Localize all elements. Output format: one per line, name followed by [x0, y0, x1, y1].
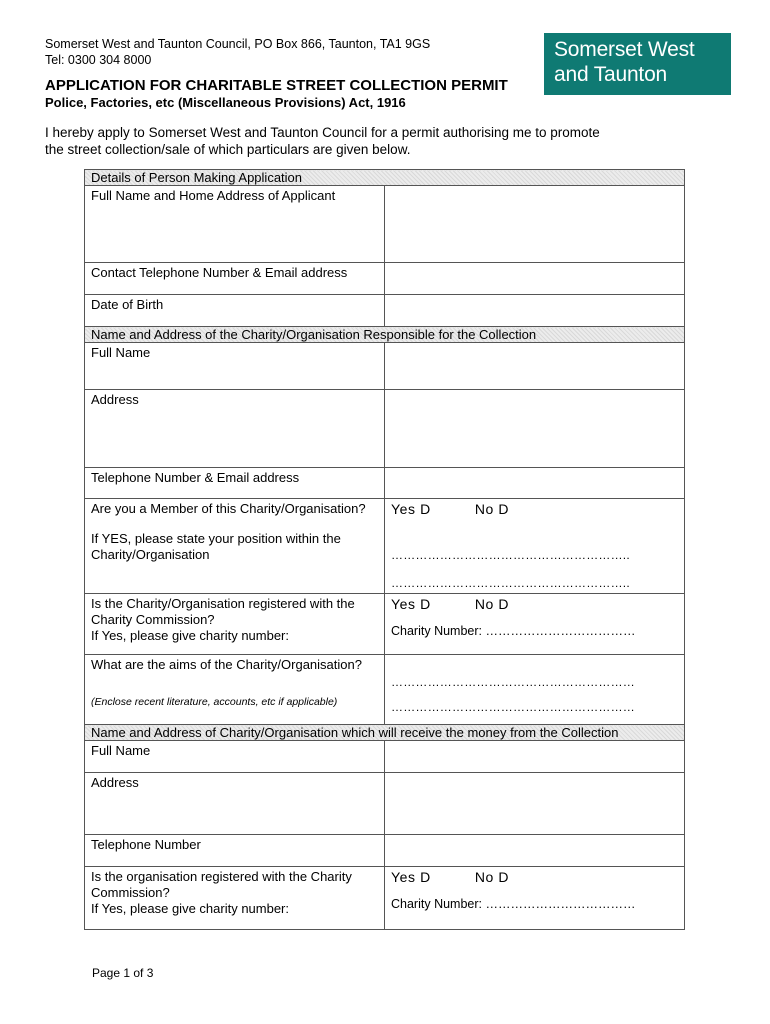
position-field-line-2[interactable]: ………………………………………………….. [391, 576, 630, 590]
contact-label: Contact Telephone Number & Email address [85, 263, 385, 295]
recipient-registered-question: Is the organisation registered with the Charity Commission? [91, 869, 352, 900]
page-number: Page 1 of 3 [92, 966, 154, 980]
enclose-note: (Enclose recent literature, accounts, etc if applicable) [91, 696, 338, 708]
form-row [85, 773, 685, 835]
form-title: APPLICATION FOR CHARITABLE STREET COLLECTION PERMIT [45, 77, 508, 94]
section3-heading: Name and Address of Charity/Organisation which will receive the money from the Collection [85, 725, 685, 741]
form-row [85, 741, 685, 773]
member-yes-checkbox[interactable]: Yes D [391, 501, 431, 517]
charity-number-prompt: If Yes, please give charity number: [91, 628, 290, 643]
registered-no-checkbox[interactable]: No D [474, 596, 510, 612]
charity-name-field[interactable] [385, 343, 685, 390]
charity-number-field[interactable]: Charity Number: ……………………………… [391, 624, 636, 638]
member-question-cell [85, 499, 385, 594]
section-heading [85, 170, 685, 186]
registered-yes-checkbox[interactable]: Yes D [391, 596, 431, 612]
recipient-phone-label: Telephone Number [85, 835, 385, 867]
section-heading [85, 327, 685, 343]
recipient-yes-no [391, 869, 678, 885]
charity-name-label: Full Name [85, 343, 385, 390]
position-field-line-1[interactable]: ………………………………………………….. [391, 548, 630, 562]
section2-heading: Name and Address of the Charity/Organisation Responsible for the Collection [85, 327, 685, 343]
form-row [85, 295, 685, 327]
form-row [85, 186, 685, 263]
form-row [85, 263, 685, 295]
recipient-registered-cell [85, 867, 385, 930]
section-heading [85, 725, 685, 741]
position-question: If YES, please state your position within the Charity/Organisation [91, 531, 341, 562]
recipient-yes-checkbox[interactable]: Yes D [391, 869, 431, 885]
recipient-address-label: Address [85, 773, 385, 835]
member-no-checkbox[interactable]: No D [474, 501, 510, 517]
recipient-phone-field[interactable] [385, 835, 685, 867]
form-subtitle: Police, Factories, etc (Miscellaneous Provisions) Act, 1916 [45, 95, 406, 110]
aims-question: What are the aims of the Charity/Organisation? [91, 657, 362, 672]
registered-answer-cell [385, 594, 685, 655]
form-table [84, 169, 685, 930]
address-line: Somerset West and Taunton Council, PO Box 866, Taunton, TA1 9GS [45, 37, 431, 51]
form-row [85, 343, 685, 390]
application-form [84, 169, 685, 930]
form-row [85, 655, 685, 725]
form-row [85, 390, 685, 468]
recipient-charity-number-field[interactable]: Charity Number: ……………………………… [391, 897, 636, 911]
form-row [85, 499, 685, 594]
registered-yes-no [391, 596, 678, 612]
form-row [85, 835, 685, 867]
form-row [85, 867, 685, 930]
charity-address-label: Address [85, 390, 385, 468]
logo-line-2: and Taunton [554, 63, 668, 86]
contact-field[interactable] [385, 263, 685, 295]
member-yes-no [391, 501, 678, 517]
recipient-address-field[interactable] [385, 773, 685, 835]
charity-phone-label: Telephone Number & Email address [85, 468, 385, 499]
form-row [85, 594, 685, 655]
aims-question-cell [85, 655, 385, 725]
aims-field-line-1[interactable]: …………………………………………………… [391, 675, 635, 689]
aims-field-line-2[interactable]: …………………………………………………… [391, 700, 635, 714]
recipient-name-field[interactable] [385, 741, 685, 773]
recipient-no-checkbox[interactable]: No D [474, 869, 510, 885]
registered-question: Is the Charity/Organisation registered with the Charity Commission? [91, 596, 355, 627]
recipient-charity-number-prompt: If Yes, please give charity number: [91, 901, 290, 916]
applicant-name-label: Full Name and Home Address of Applicant [85, 186, 385, 263]
telephone-line: Tel: 0300 304 8000 [45, 53, 152, 67]
recipient-name-label: Full Name [85, 741, 385, 773]
form-row [85, 468, 685, 499]
council-logo [544, 33, 731, 95]
charity-address-field[interactable] [385, 390, 685, 468]
member-answer-cell [385, 499, 685, 594]
council-address [45, 36, 430, 68]
intro-text: I hereby apply to Somerset West and Taunton Council for a permit authorising me to promote the street collection/sale of which particulars are given below. [45, 125, 600, 157]
applicant-name-field[interactable] [385, 186, 685, 263]
dob-label: Date of Birth [85, 295, 385, 327]
dob-field[interactable] [385, 295, 685, 327]
member-question: Are you a Member of this Charity/Organisation? [91, 501, 366, 516]
registered-question-cell [85, 594, 385, 655]
aims-answer-cell [385, 655, 685, 725]
logo-line-1: Somerset West [554, 38, 695, 61]
charity-phone-field[interactable] [385, 468, 685, 499]
recipient-registered-answer [385, 867, 685, 930]
section1-heading: Details of Person Making Application [85, 170, 685, 186]
